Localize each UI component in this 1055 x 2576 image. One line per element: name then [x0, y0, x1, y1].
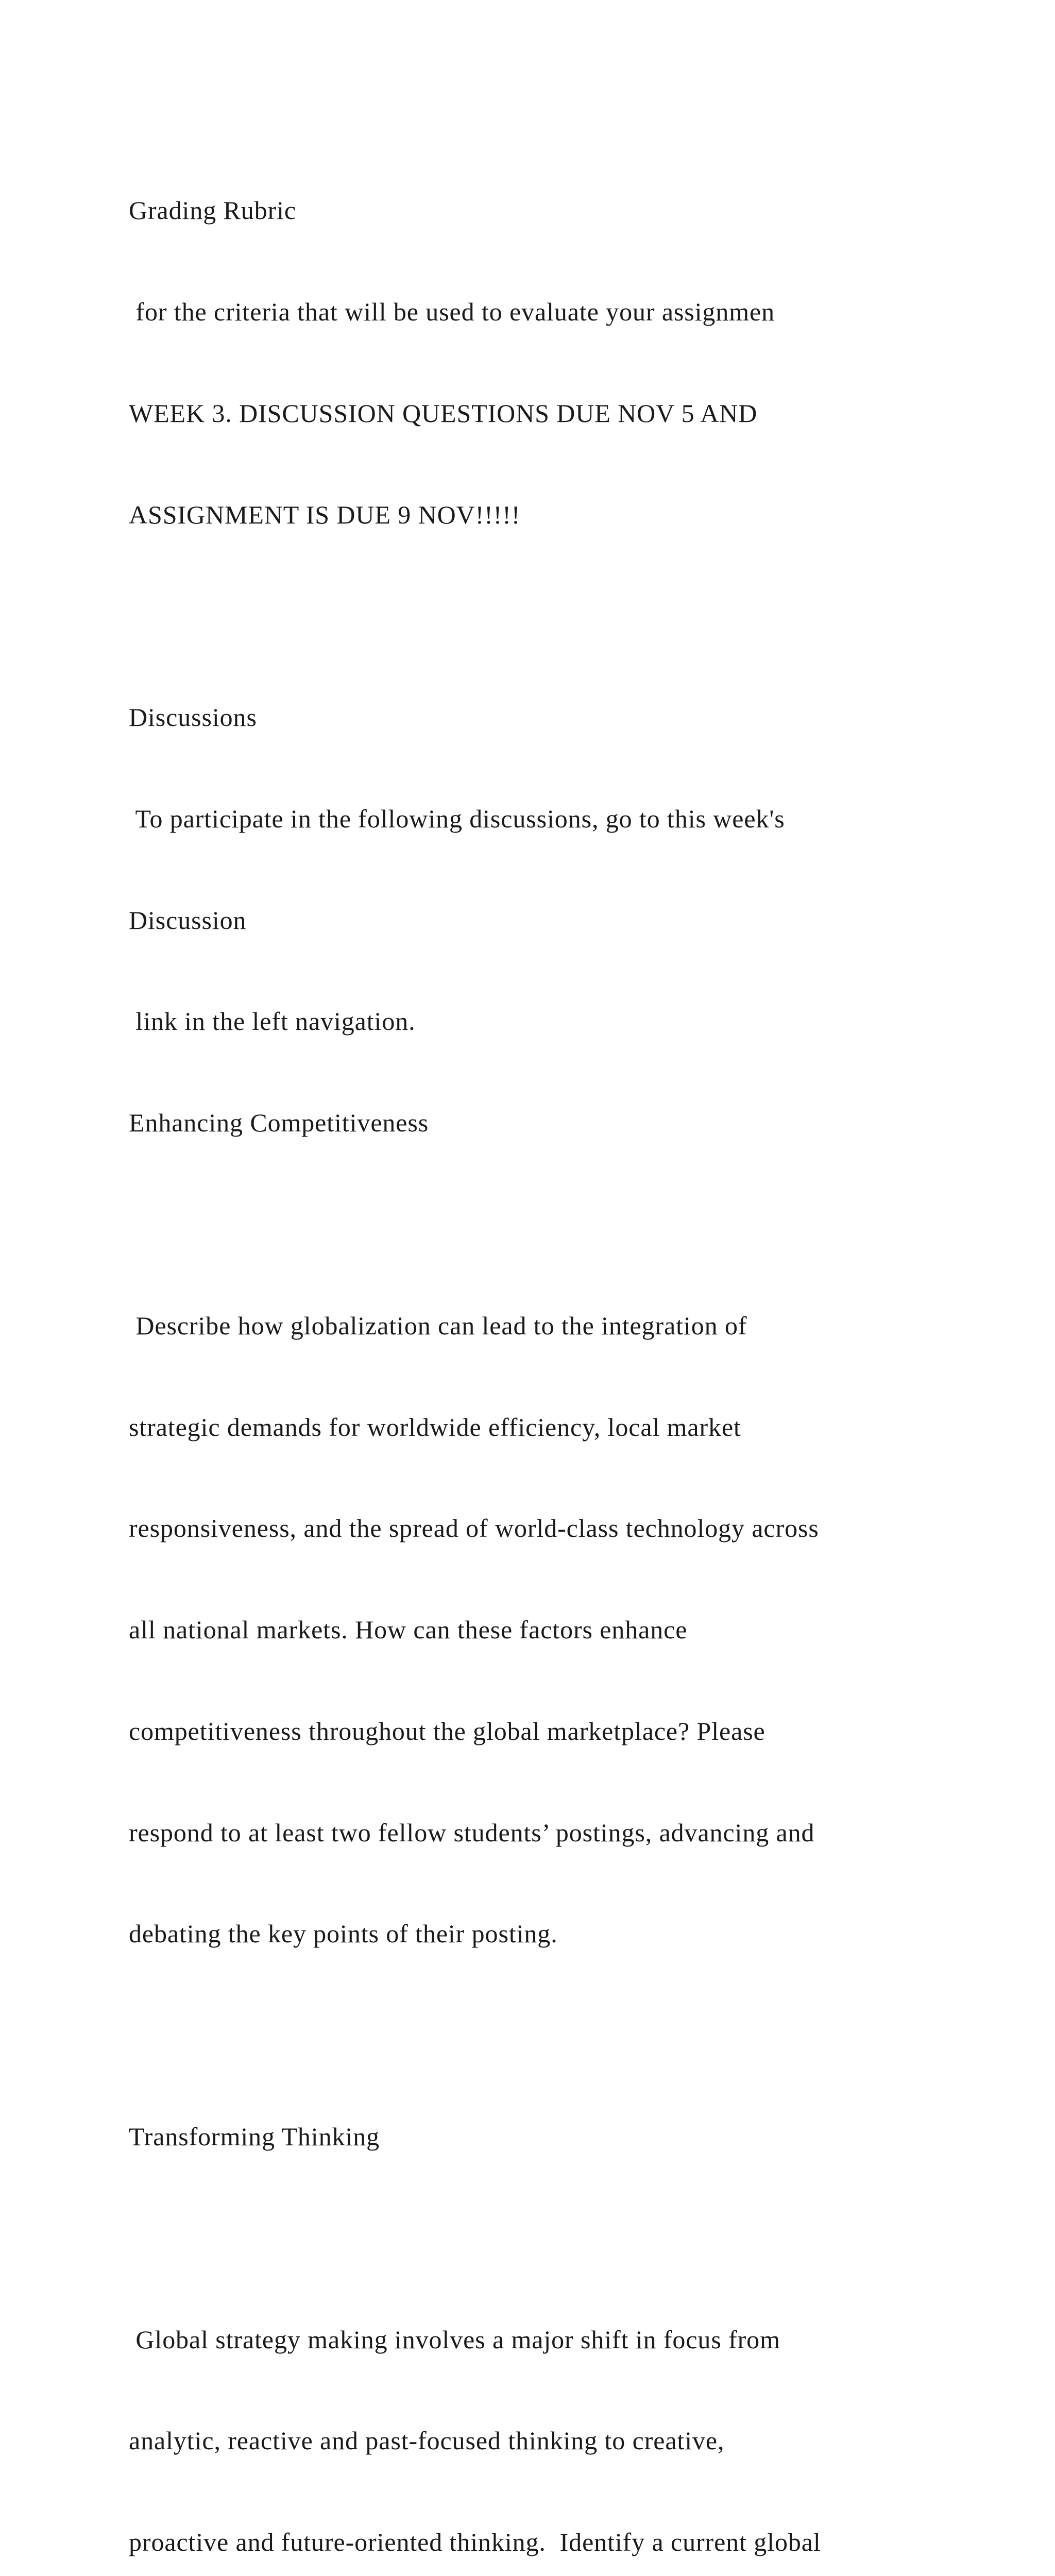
- text-line: Global strategy making involves a major shift in focus from: [129, 2325, 780, 2354]
- text-line: Discussion: [129, 905, 247, 935]
- text-line: To participate in the following discussions, go to this week's: [129, 804, 785, 833]
- text-line: ASSIGNMENT IS DUE 9 NOV!!!!!: [129, 500, 521, 529]
- text-line: responsiveness, and the spread of world-class technology across: [129, 1514, 819, 1543]
- text-line: respond to at least two fellow students’ postings, advancing and: [129, 1818, 815, 1847]
- text-line: WEEK 3. DISCUSSION QUESTIONS DUE NOV 5 AND: [129, 398, 758, 428]
- text-line: analytic, reactive and past-focused thinking to creative,: [129, 2426, 725, 2455]
- heading-transforming-thinking: Transforming Thinking: [129, 2122, 380, 2151]
- heading-discussions: Discussions: [129, 703, 257, 732]
- heading-grading-rubric: Grading Rubric: [129, 196, 297, 225]
- blank-line: [129, 1208, 1015, 1242]
- blank-line: [129, 2019, 1015, 2053]
- text-line: link in the left navigation.: [129, 1007, 416, 1036]
- heading-enhancing-competitiveness: Enhancing Competitiveness: [129, 1108, 429, 1138]
- text-line: competitiveness throughout the global marketplace? Please: [129, 1716, 765, 1745]
- blank-line: [129, 2222, 1015, 2256]
- blank-line: [129, 599, 1015, 633]
- text-line: strategic demands for worldwide efficiency, local market: [129, 1412, 741, 1442]
- text-line: for the criteria that will be used to evaluate your assignmen: [129, 297, 775, 326]
- text-line: debating the key points of their posting.: [129, 1919, 558, 1948]
- text-line: all national markets. How can these factors enhance: [129, 1615, 688, 1645]
- text-line: Describe how globalization can lead to the integration of: [129, 1311, 747, 1340]
- text-line: proactive and future-oriented thinking. Identify a current global: [129, 2528, 821, 2557]
- document-body: [129, 126, 1015, 2576]
